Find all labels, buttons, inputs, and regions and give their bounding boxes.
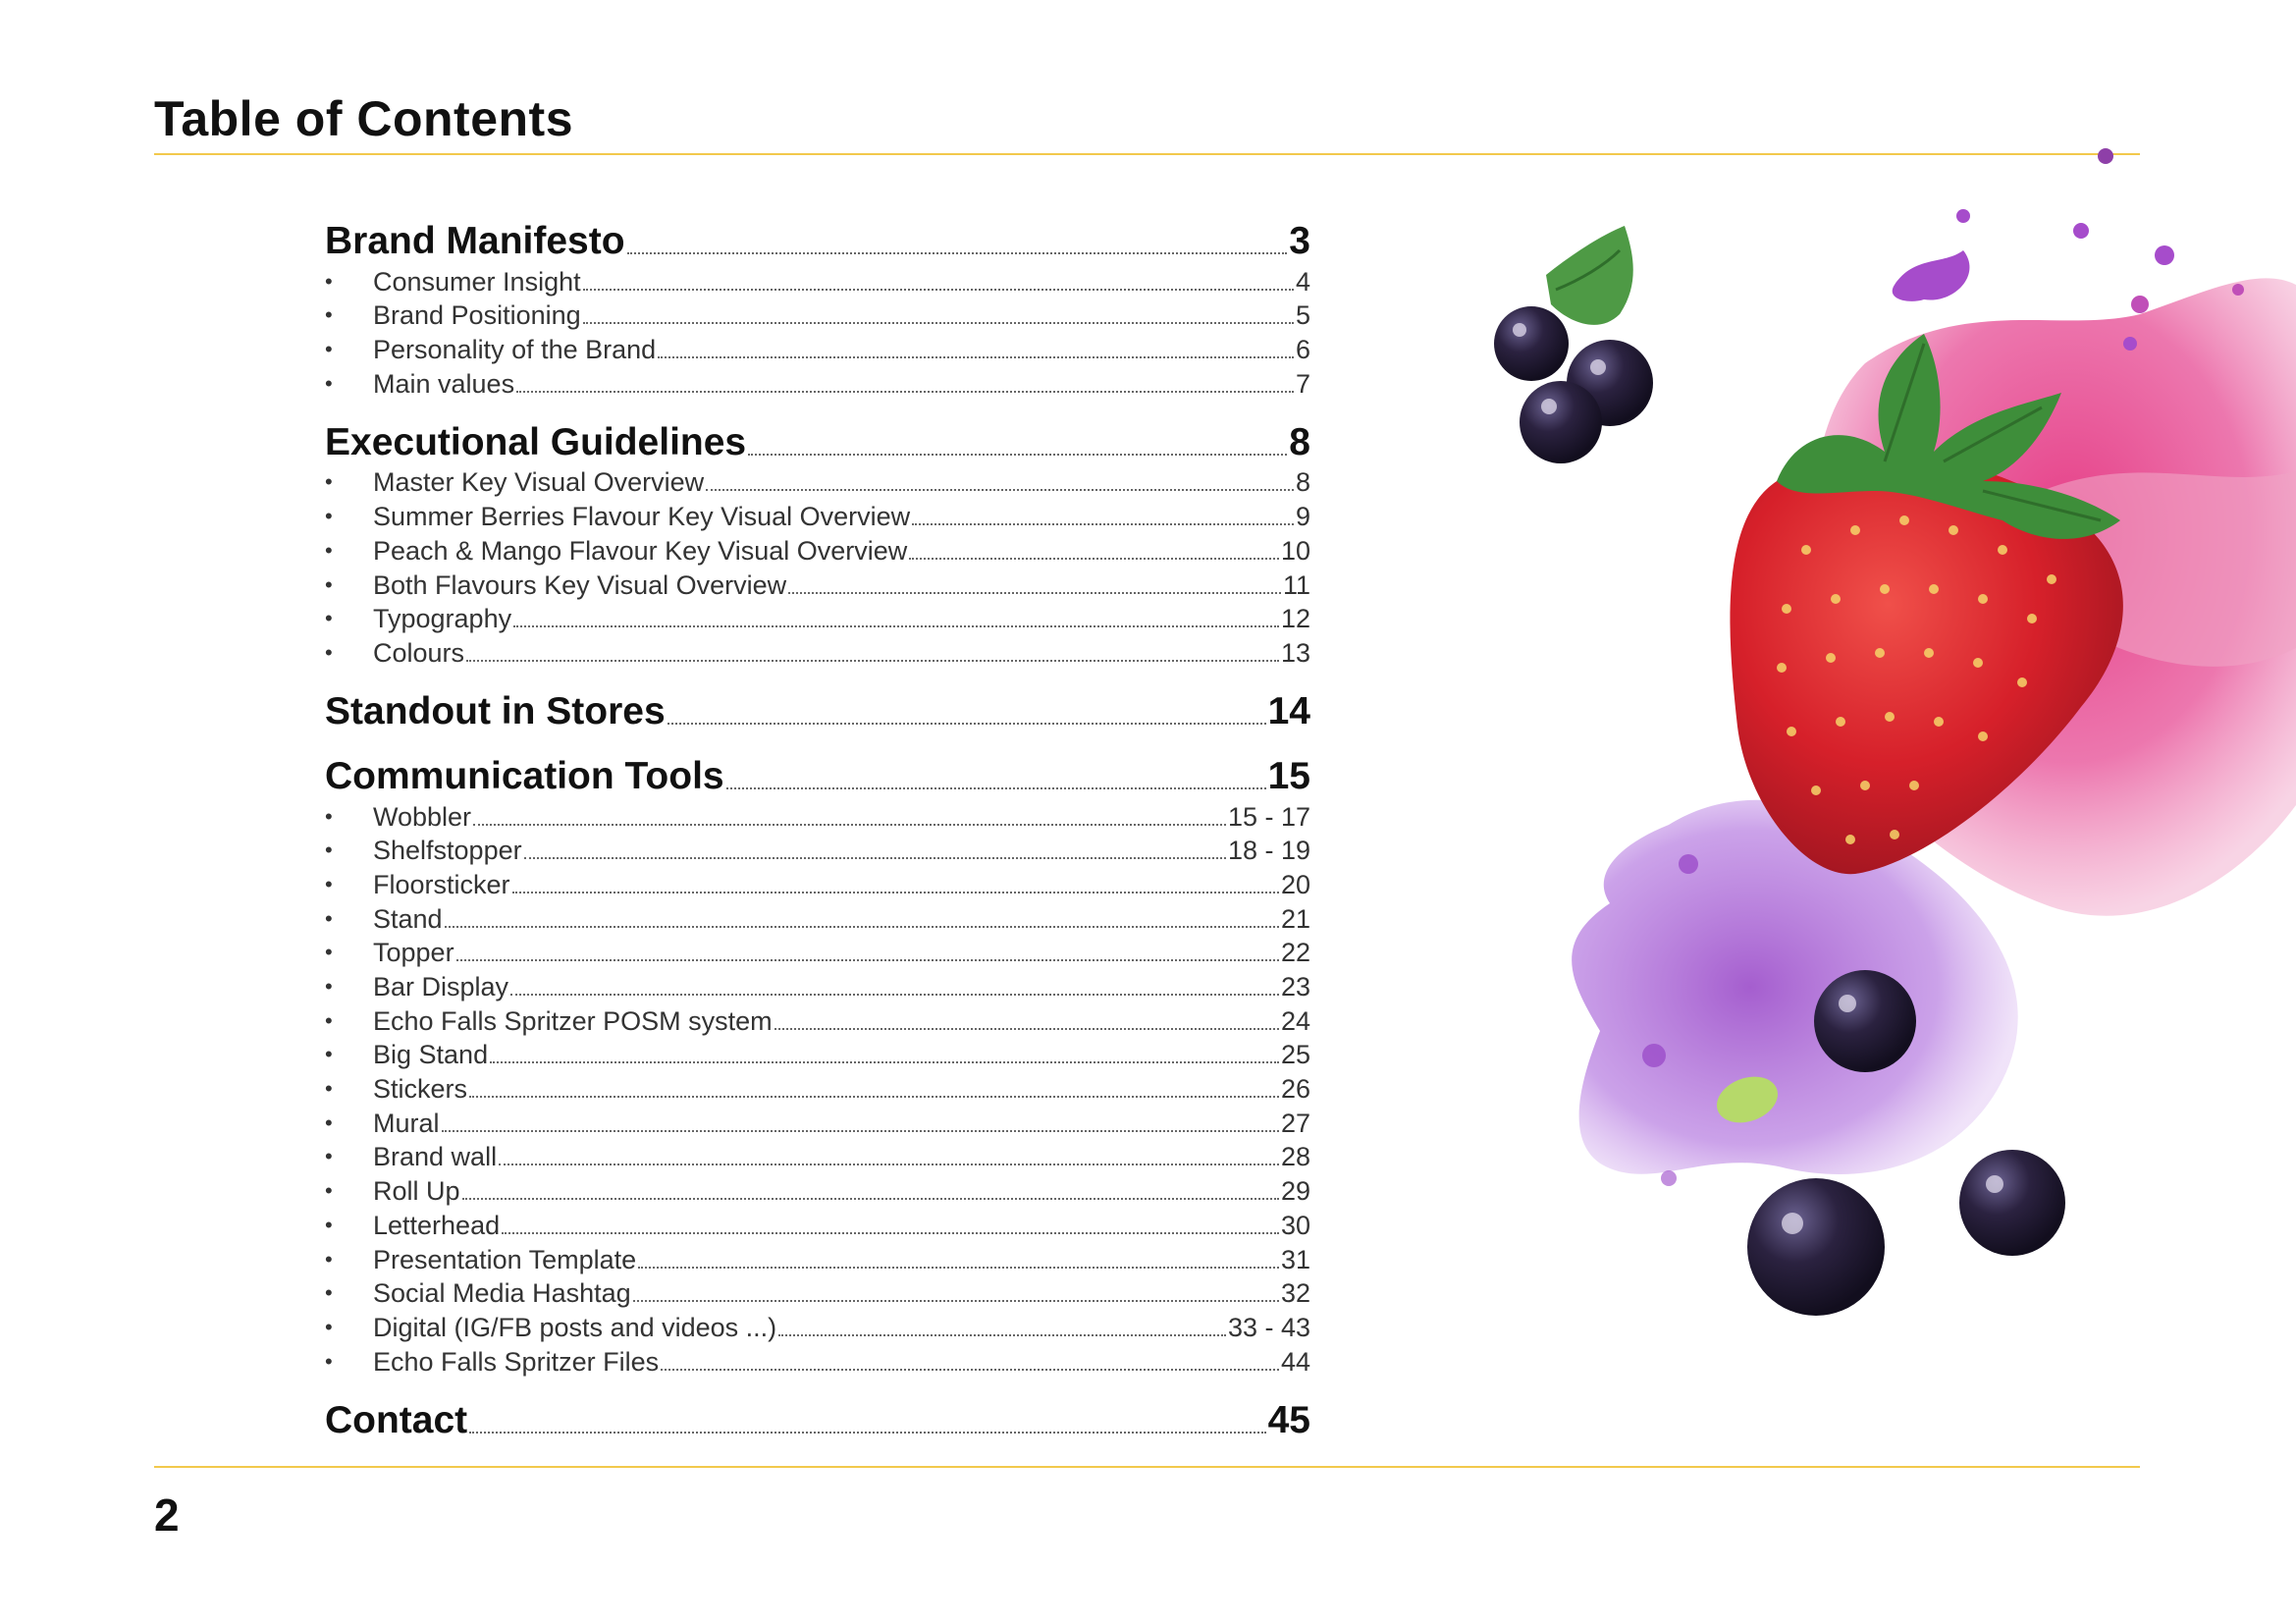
dot-leader: [658, 356, 1294, 358]
toc-entry-page: 18 - 19: [1227, 836, 1310, 866]
toc-entry[interactable]: [325, 263, 1310, 298]
toc-entry[interactable]: [325, 1172, 1310, 1207]
toc-section: [325, 743, 1310, 1378]
dot-leader: [583, 289, 1294, 291]
toc-entry-label: Roll Up: [373, 1176, 460, 1207]
dot-leader: [524, 857, 1226, 859]
dot-leader: [638, 1267, 1279, 1269]
toc-entry-label: Shelfstopper: [373, 836, 522, 866]
bullet-icon: •: [325, 974, 333, 999]
dot-leader: [661, 1369, 1279, 1371]
bullet-icon: •: [325, 1314, 333, 1339]
dot-leader: [778, 1334, 1226, 1336]
toc-section: [325, 409, 1310, 669]
toc-entry-label: Mural: [373, 1108, 440, 1138]
toc-entry-label: Social Media Hashtag: [373, 1278, 631, 1309]
bullet-icon: •: [325, 940, 333, 965]
toc-entry[interactable]: [325, 1002, 1310, 1037]
toc-entry[interactable]: [325, 331, 1310, 365]
toc-entry-label: Consumer Insight: [373, 266, 581, 297]
dot-leader: [466, 660, 1279, 662]
toc-entry-label: Topper: [373, 938, 454, 968]
dot-leader: [512, 892, 1279, 893]
dot-leader: [667, 723, 1266, 725]
toc-entry-page: 7: [1295, 368, 1310, 399]
toc-entry-page: 25: [1280, 1040, 1310, 1070]
toc-entry-label: Presentation Template: [373, 1244, 637, 1274]
toc-entry-label: Big Stand: [373, 1040, 489, 1070]
bullet-icon: •: [325, 469, 333, 495]
toc-entry-label: Wobbler: [373, 801, 472, 832]
toc-entry-page: 13: [1280, 637, 1310, 668]
purple-splash: [1572, 800, 2018, 1186]
toc-entry[interactable]: [325, 298, 1310, 332]
toc-entry[interactable]: [325, 498, 1310, 532]
toc-entry-page: 28: [1280, 1142, 1310, 1172]
dot-leader: [627, 252, 1288, 254]
toc-entry-page: 21: [1280, 903, 1310, 934]
toc-entry-page: 4: [1295, 266, 1310, 297]
toc-entry-page: 27: [1280, 1108, 1310, 1138]
bullet-icon: •: [325, 1042, 333, 1067]
toc-entry-page: 10: [1280, 535, 1310, 566]
toc-entry-label: Brand wall: [373, 1142, 498, 1172]
toc-entry-label: Master Key Visual Overview: [373, 467, 705, 498]
toc-entry-label: Main values: [373, 368, 515, 399]
toc-entry[interactable]: [325, 968, 1310, 1002]
toc-entry[interactable]: [325, 1105, 1310, 1139]
toc-entry-page: 5: [1295, 300, 1310, 331]
dot-leader: [456, 959, 1279, 961]
toc-entry-page: 24: [1280, 1005, 1310, 1036]
toc-section-heading[interactable]: [325, 208, 1310, 263]
toc-section: [325, 678, 1310, 733]
toc-entry[interactable]: [325, 1241, 1310, 1275]
dot-leader: [510, 994, 1279, 996]
toc-entry-label: Bar Display: [373, 972, 509, 1001]
bullet-icon: •: [325, 1076, 333, 1102]
dot-leader: [633, 1300, 1279, 1302]
dot-leader: [490, 1061, 1279, 1063]
watercolor-berries-illustration: [1453, 196, 2296, 1335]
dot-leader: [912, 523, 1294, 525]
toc-entry[interactable]: [325, 1139, 1310, 1173]
toc-section-page: 8: [1289, 420, 1310, 463]
bullet-icon: •: [325, 1144, 333, 1169]
bullet-icon: •: [325, 803, 333, 829]
toc-entry-page: 22: [1280, 938, 1310, 968]
toc-entry-page: 20: [1280, 869, 1310, 899]
toc-entry-page: 6: [1295, 335, 1310, 365]
toc-entry[interactable]: [325, 833, 1310, 867]
toc-entry[interactable]: [325, 798, 1310, 833]
toc-entry-label: Both Flavours Key Visual Overview: [373, 569, 787, 600]
toc-section: [325, 1387, 1310, 1442]
toc-entry[interactable]: [325, 464, 1310, 499]
dot-leader: [469, 1096, 1279, 1098]
toc-section-page: 3: [1289, 220, 1310, 262]
bullet-icon: •: [325, 1348, 333, 1374]
dot-leader: [788, 592, 1281, 594]
toc-entry[interactable]: [325, 365, 1310, 400]
bullet-icon: •: [325, 1110, 333, 1135]
footer-rule: [154, 1466, 2140, 1468]
table-of-contents: [325, 208, 1310, 1452]
toc-entry[interactable]: [325, 1037, 1310, 1071]
toc-section-title: Executional Guidelines: [325, 420, 747, 463]
dot-leader: [583, 322, 1294, 324]
toc-entry-page: 8: [1295, 467, 1310, 498]
toc-entry-label: Digital (IG/FB posts and videos ...): [373, 1312, 777, 1342]
toc-entry[interactable]: [325, 567, 1310, 601]
bullet-icon: •: [325, 571, 333, 597]
toc-entry-page: 23: [1280, 972, 1310, 1001]
dot-leader: [502, 1232, 1279, 1234]
toc-entry-label: Stickers: [373, 1074, 468, 1105]
toc-entry-label: Peach & Mango Flavour Key Visual Overview: [373, 535, 908, 566]
toc-entry-label: Floorsticker: [373, 869, 510, 899]
dot-leader: [748, 454, 1287, 456]
bullet-icon: •: [325, 370, 333, 396]
bullet-icon: •: [325, 606, 333, 631]
toc-section-heading[interactable]: [325, 743, 1310, 798]
dot-leader: [469, 1432, 1265, 1434]
header-rule: [154, 153, 2140, 155]
toc-entry-label: Summer Berries Flavour Key Visual Overview: [373, 502, 911, 532]
toc-section-title: Communication Tools: [325, 754, 724, 797]
bullet-icon: •: [325, 1007, 333, 1033]
toc-entry[interactable]: [325, 866, 1310, 900]
bullet-icon: •: [325, 537, 333, 563]
blackcurrant-cluster-top: [1494, 226, 1653, 463]
toc-entry-page: 29: [1280, 1176, 1310, 1207]
toc-section-heading[interactable]: [325, 678, 1310, 733]
bullet-icon: •: [325, 302, 333, 328]
toc-entry-label: Brand Positioning: [373, 300, 581, 331]
dot-leader: [445, 926, 1279, 928]
toc-section-page: 14: [1267, 689, 1310, 732]
toc-entry[interactable]: [325, 1343, 1310, 1378]
toc-section-title: Contact: [325, 1398, 468, 1441]
bullet-icon: •: [325, 268, 333, 294]
dot-leader: [513, 625, 1279, 627]
toc-entry[interactable]: [325, 900, 1310, 935]
bullet-icon: •: [325, 1212, 333, 1237]
toc-entry[interactable]: [325, 634, 1310, 669]
page-number: 2: [154, 1489, 180, 1541]
toc-entry-label: Echo Falls Spritzer POSM system: [373, 1005, 773, 1036]
toc-entry-page: 26: [1280, 1074, 1310, 1105]
toc-entry-label: Personality of the Brand: [373, 335, 657, 365]
rule-dot: [2098, 148, 2113, 164]
bullet-icon: •: [325, 337, 333, 362]
toc-entry[interactable]: [325, 1207, 1310, 1241]
dot-leader: [442, 1130, 1279, 1132]
bullet-icon: •: [325, 504, 333, 529]
toc-entry[interactable]: [325, 1070, 1310, 1105]
toc-entry-label: Letterhead: [373, 1210, 501, 1240]
toc-section-page: 15: [1267, 754, 1310, 797]
bullet-icon: •: [325, 639, 333, 665]
toc-section-title: Standout in Stores: [325, 689, 666, 732]
toc-entry[interactable]: [325, 1275, 1310, 1310]
bullet-icon: •: [325, 1178, 333, 1204]
toc-entry-label: Colours: [373, 637, 465, 668]
toc-entry[interactable]: [325, 935, 1310, 969]
toc-entry-page: 32: [1280, 1278, 1310, 1309]
dot-leader: [473, 824, 1226, 826]
bullet-icon: •: [325, 838, 333, 863]
toc-entry-page: 9: [1295, 502, 1310, 532]
toc-entry[interactable]: [325, 1309, 1310, 1343]
toc-section-heading[interactable]: [325, 1387, 1310, 1442]
dot-leader: [516, 391, 1294, 393]
dot-leader: [726, 787, 1266, 789]
toc-entry-page: 44: [1280, 1346, 1310, 1377]
toc-section-page: 45: [1267, 1398, 1310, 1441]
toc-entry-label: Stand: [373, 903, 443, 934]
page-title: Table of Contents: [154, 91, 574, 146]
toc-entry[interactable]: [325, 532, 1310, 567]
bullet-icon: •: [325, 1280, 333, 1306]
dot-leader: [909, 558, 1279, 560]
bullet-icon: •: [325, 871, 333, 896]
bullet-icon: •: [325, 1246, 333, 1272]
toc-entry-page: 15 - 17: [1227, 801, 1310, 832]
toc-section-heading[interactable]: [325, 409, 1310, 464]
dot-leader: [774, 1028, 1279, 1030]
dot-leader: [706, 489, 1294, 491]
toc-entry-page: 11: [1282, 569, 1310, 600]
toc-entry-label: Typography: [373, 604, 512, 634]
toc-entry-label: Echo Falls Spritzer Files: [373, 1346, 660, 1377]
toc-entry-page: 31: [1280, 1244, 1310, 1274]
toc-entry-page: 30: [1280, 1210, 1310, 1240]
toc-entry-page: 12: [1280, 604, 1310, 634]
toc-section-title: Brand Manifesto: [325, 220, 625, 262]
dot-leader: [499, 1164, 1279, 1165]
dot-leader: [462, 1198, 1279, 1200]
bullet-icon: •: [325, 905, 333, 931]
toc-entry-page: 33 - 43: [1227, 1312, 1310, 1342]
toc-section: [325, 208, 1310, 400]
toc-entry[interactable]: [325, 601, 1310, 635]
